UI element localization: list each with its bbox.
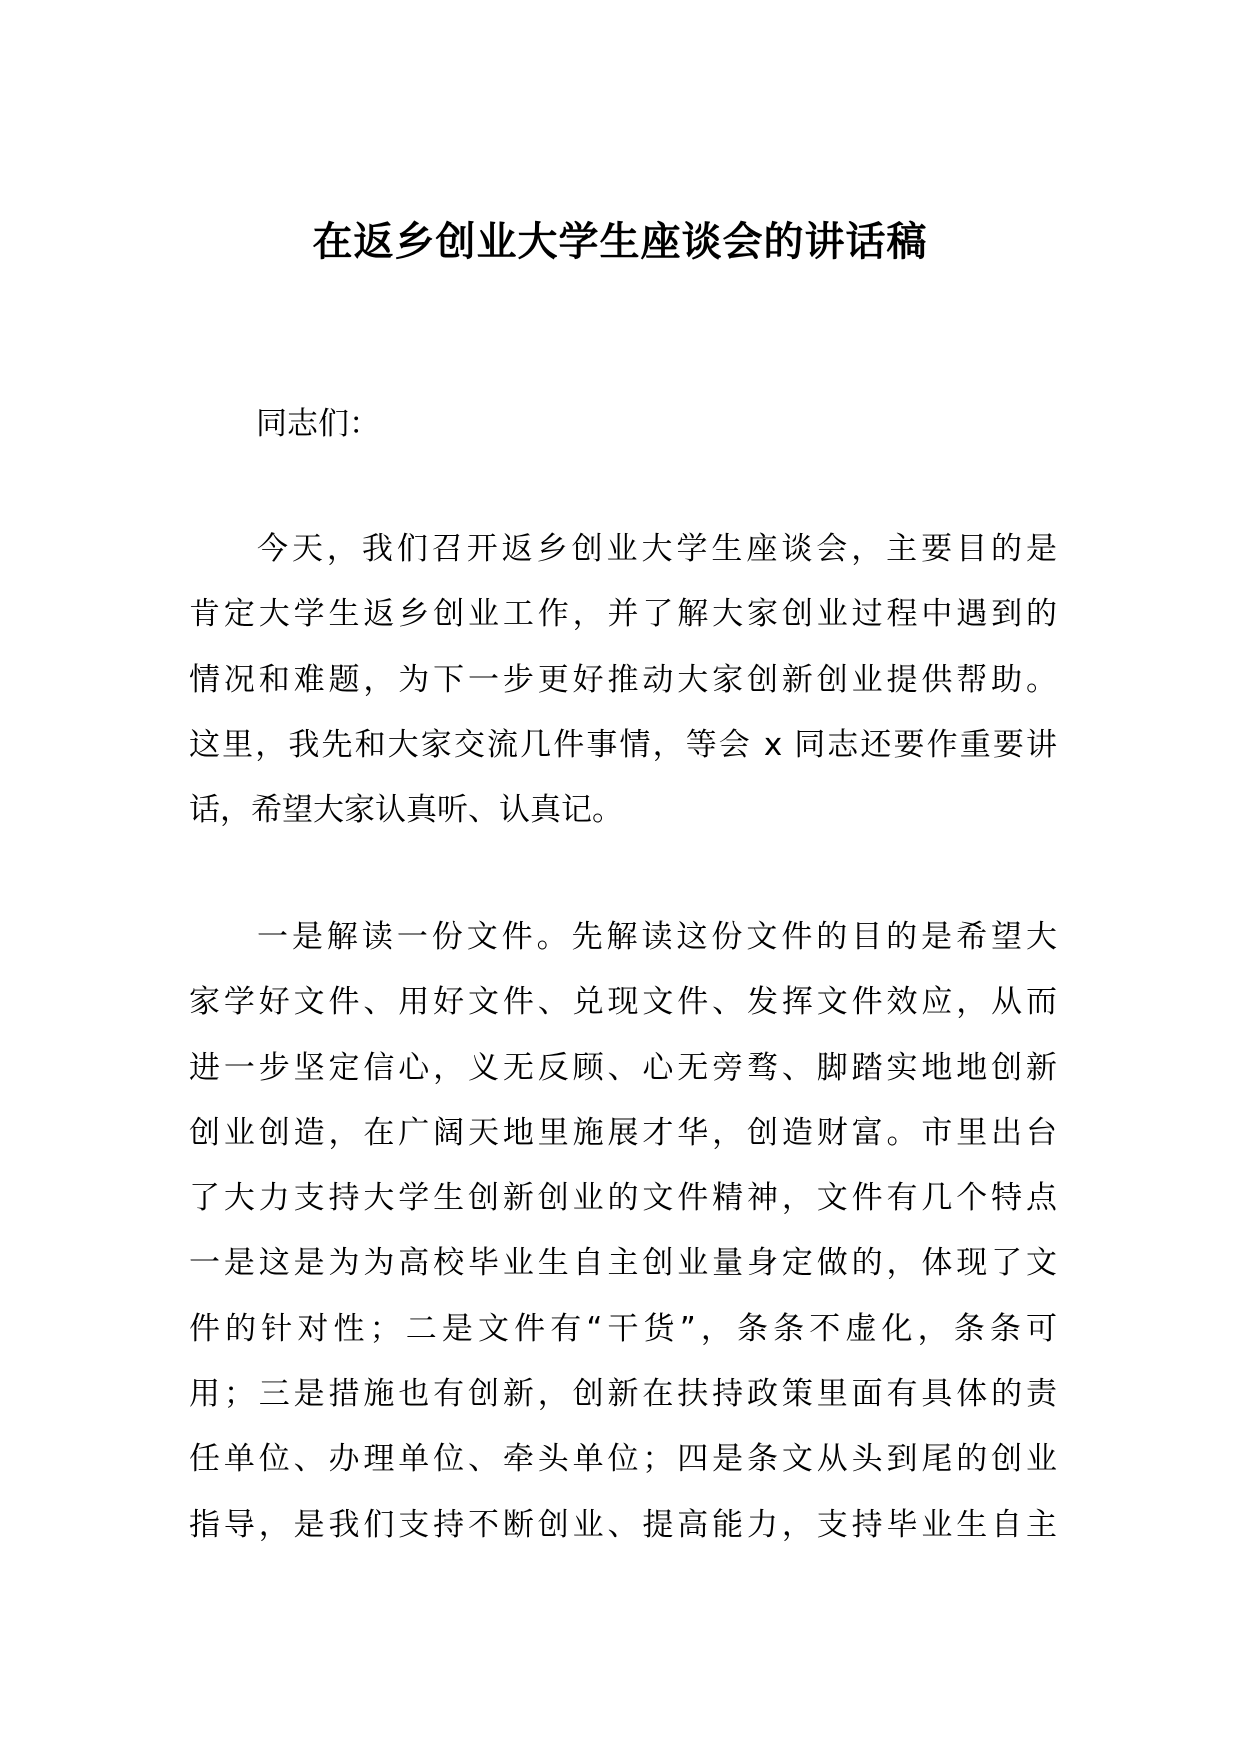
- salutation: 同志们：: [256, 406, 380, 442]
- text-line: 任单位、办理单位、牵头单位；四是条文从头到尾的创业: [189, 1441, 1057, 1478]
- text-line: 进一步坚定信心，义无反顾、心无旁骛、脚踏实地地创新: [189, 1049, 1057, 1086]
- text-line: 创业创造，在广阔天地里施展才华，创造财富。市里出台: [189, 1114, 1057, 1151]
- text-line: 了大力支持大学生创新创业的文件精神，文件有几个特点: [189, 1180, 1057, 1217]
- paragraph-opening: [189, 517, 1057, 843]
- text-line: 这里，我先和大家交流几件事情，等会 x 同志还要作重要讲: [189, 726, 1057, 763]
- text-line: 一是这是为为高校毕业生自主创业量身定做的，体现了文: [189, 1245, 1057, 1282]
- text-line: 今天，我们召开返乡创业大学生座谈会，主要目的是: [257, 531, 1057, 567]
- text-line: 件的针对性；二是文件有“干货”，条条不虚化，条条可: [189, 1310, 1057, 1347]
- text-line: 情况和难题，为下一步更好推动大家创新创业提供帮助。: [189, 661, 1057, 698]
- text-line: 指导，是我们支持不断创业、提高能力，支持毕业生自主: [189, 1506, 1057, 1543]
- text-line: 话，希望大家认真听、认真记。: [189, 792, 623, 829]
- text-line: 一是解读一份文件。先解读这份文件的目的是希望大: [257, 919, 1057, 955]
- document-title: 在返乡创业大学生座谈会的讲话稿: [312, 219, 928, 265]
- text-line: 用；三是措施也有创新，创新在扶持政策里面有具体的责: [189, 1376, 1057, 1413]
- text-line: 家学好文件、用好文件、兑现文件、发挥文件效应，从而: [189, 984, 1057, 1021]
- text-line: 肯定大学生返乡创业工作，并了解大家创业过程中遇到的: [189, 596, 1057, 633]
- paragraph-first-point: [189, 905, 1057, 1558]
